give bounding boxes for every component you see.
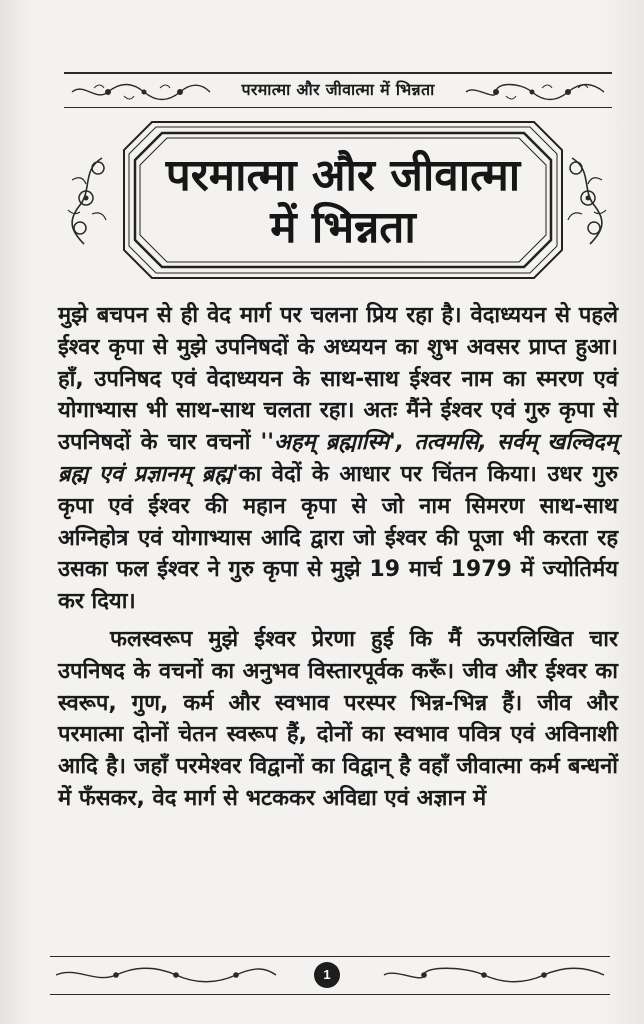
footer-left-ornament-icon [50,964,280,986]
enlightenment-date: 19 मार्च 1979 [369,557,512,583]
chapter-title [152,150,534,254]
paragraph-1 [58,300,618,618]
chapter-title-line2: में भिन्नता [270,202,416,253]
footer-rule-bottom [50,994,610,995]
footer-right-ornament-icon [380,964,610,986]
upanishad-quote: ''अहम् ब्रह्मास्मि', तत्वमसि, सर्वम् खल्विदम् ब्रह्म एवं प्रज्ञानम् ब्रह्म' [58,430,618,487]
paragraph-1-text-c: में ज्योतिर्मय कर दिया। [58,557,618,615]
header-left-ornament-icon [64,80,214,104]
chapter-title-line1: परमात्मा और जीवात्मा [165,150,521,201]
header-right-ornament-icon [462,80,612,104]
paragraph-1-text-a: मुझे बचपन से ही वेद मार्ग पर चलना प्रिय रहा है। वेदाध्ययन से पहले ईश्वर कृपा से मुझे उपनिषदों के अध्ययन का शुभ अवसर प्राप्त हुआ। हाँ, उपनिषद एवं वेदाध्ययन के साथ-साथ ईश्वर नाम का स्मरण एवं योगाभ्यास भी साथ-साथ चलता रहा। अतः मैंने ईश्वर एवं गुरु कृपा से उपनिषदों के चार वचनों [58,303,618,456]
paragraph-2: फलस्वरूप मुझे ईश्वर प्रेरणा हुई कि मैं ऊपरलिखित चार उपनिषद के वचनों का अनुभव विस्तारपूर्वक करूँ। जीव और ईश्वर का स्वरूप, गुण, कर्म और स्वभाव परस्पर भिन्न-भिन्न हैं। जीव और परमात्मा दोनों चेतन स्वरूप हैं, दोनों का स्वभाव पवित्र एवं अविनाशी आदि है। जहाँ परमेश्वर विद्वानों का विद्वान् है वहाँ जीवात्मा कर्म बन्धनों में फँसकर, वेद मार्ग से भटककर अविद्या एवं अज्ञान में [58,626,618,811]
left-floral-ornament-icon [62,150,118,250]
page-footer [50,952,610,1000]
footer-rule-top [50,956,610,957]
header-rule-bottom [64,107,612,108]
running-header [64,66,612,112]
paragraph-1-text-b: का वेदों के आधार पर चिंतन किया। उधर गुरु कृपा एवं ईश्वर की महान कृपा से जो नाम सिमरण साथ-साथ अग्निहोत्र एवं योगाभ्यास आदि द्वारा जो ईश्वर की पूजा भी करता रह उसका फल ईश्वर ने गुरु कृपा से मुझे [58,461,618,583]
page-number-badge: 1 [314,962,340,988]
right-floral-ornament-icon [556,150,612,250]
chapter-title-box [122,120,564,280]
running-title: परमात्मा और जीवात्मा में भिन्नता [241,80,435,99]
body-text [58,300,618,815]
header-rule-top [64,72,612,74]
